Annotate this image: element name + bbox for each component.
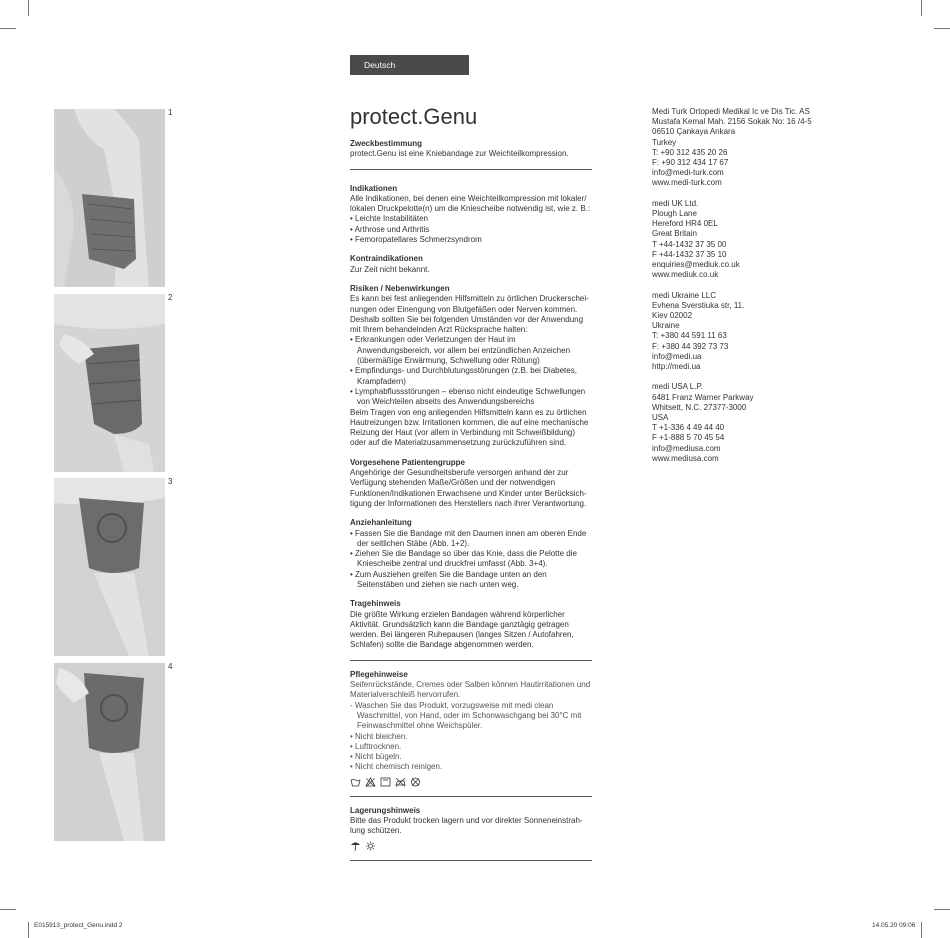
hand-wash-icon	[350, 777, 361, 787]
crop-mark	[934, 28, 950, 29]
list-item: - Waschen Sie das Produkt, vorzugsweise mit medi clean Waschmittel, von Hand, oder im Schonwaschgang bei 30°C mit Feinwaschmittel ohne Weichspüler.	[350, 701, 592, 732]
section-patientengruppe	[350, 458, 592, 509]
keep-from-sun-icon	[365, 841, 376, 851]
footer-filename: E015913_protect_Genu.indd 2	[34, 922, 123, 929]
section-text: Beim Tragen von eng anliegenden Hilfsmitteln kann es zu örtlichen Hautreizungen bzw. Irritationen kommen, die auf eine mechanische Reizung der Haut (vor allem in Verbindung mit Schweißbildung) oder auf die Materialzusammensetzung zurückzuführen sind.	[350, 407, 589, 448]
section-tragehinweis	[350, 599, 592, 660]
address-line: F +1-888 5 70 45 54	[652, 433, 725, 443]
list-item: • Erkrankungen oder Verletzungen der Haut im Anwendungsbereich, vor allem bei entzündlichen Anzeichen (übermäßige Erwärmung, Schwellung oder Rötung)	[350, 335, 592, 366]
address-line: medi Ukraine LLC	[652, 290, 717, 300]
section-kontraindikationen	[350, 254, 592, 275]
list-item: • Lufttrocknen.	[350, 742, 592, 752]
address-line: Turkey	[652, 137, 677, 147]
address-line: info@medi.ua	[652, 351, 702, 361]
no-iron-icon	[395, 777, 406, 787]
crop-mark	[934, 909, 950, 910]
section-pflegehinweise	[350, 670, 592, 797]
figure-2-photo	[54, 294, 165, 472]
address-line: 06510 Çankaya Ankara	[652, 127, 736, 137]
section-heading: Risiken / Nebenwirkungen	[350, 283, 450, 293]
figure-3-number: 3	[168, 477, 173, 486]
address-line: Ukraine	[652, 321, 680, 331]
address-line: T: +90 312 435 20 26	[652, 147, 728, 157]
address-line: Mustafa Kemal Mah. 2156 Sokak No: 16 /4-5	[652, 117, 812, 127]
address-line: Evhena Sverstiuka str, 11.	[652, 300, 745, 310]
section-text: Zur Zeit nicht bekannt.	[350, 264, 430, 274]
address-line: http://medi.ua	[652, 362, 701, 372]
address-line: Great Britain	[652, 229, 697, 239]
list-item: • Lymphabflussstörungen – ebenso nicht eindeutige Schwellungen von Weichteilen abseits des Anwendungsbereichs	[350, 387, 592, 408]
address-block-medi-usa	[652, 382, 832, 464]
figure-1-number: 1	[168, 108, 173, 117]
section-risiken	[350, 284, 592, 449]
language-tab: Deutsch	[350, 55, 469, 75]
crop-mark	[0, 909, 16, 910]
section-anziehanleitung	[350, 518, 592, 590]
section-heading: Pflegehinweise	[350, 669, 408, 679]
instructions-column	[350, 104, 592, 870]
address-column	[652, 107, 832, 474]
figure-1-photo	[54, 109, 165, 287]
section-text: Bitte das Produkt trocken lagern und vor direkter Sonneneinstrah-lung schützen.	[350, 816, 583, 836]
section-heading: Indikationen	[350, 183, 398, 193]
figure-4-number: 4	[168, 662, 173, 671]
list-item: • Fassen Sie die Bandage mit den Daumen innen am oberen Ende der seitlichen Stäbe (Abb. 1+2).	[350, 529, 592, 550]
address-line: Hereford HR4 0EL	[652, 219, 718, 229]
address-line: medi USA L.P.	[652, 382, 703, 392]
address-line: medi UK Ltd.	[652, 198, 699, 208]
section-indikationen	[350, 184, 592, 246]
section-heading: Tragehinweis	[350, 599, 401, 609]
address-line: info@mediusa.com	[652, 443, 721, 453]
address-line: Plough Lane	[652, 209, 697, 219]
address-line: T: +380 44 591 11 63	[652, 331, 727, 341]
address-block-medi-uk	[652, 199, 832, 281]
crop-mark	[921, 922, 922, 938]
address-line: enquiries@mediuk.co.uk	[652, 260, 740, 270]
address-line: www.mediuk.co.uk	[652, 270, 719, 280]
line-dry-icon	[380, 777, 391, 787]
crop-mark	[28, 922, 29, 938]
address-line: F +44-1432 37 35 10	[652, 249, 727, 259]
section-heading: Lagerungshinweis	[350, 805, 421, 815]
address-line: F: +90 312 434 17 67	[652, 158, 729, 168]
address-block-medi-turk	[652, 107, 832, 189]
list-item: • Ziehen Sie die Bandage so über das Knie, dass die Pelotte die Kniescheibe zentral und druckfrei umfasst (Abb. 3+4).	[350, 549, 592, 570]
list-item: • Nicht bügeln.	[350, 752, 592, 762]
footer-timestamp: 14.05.20 09:06	[872, 922, 916, 929]
section-text: Es kann bei fest anliegenden Hilfsmitteln zu örtlichen Druckerschei-nungen oder Einengung von Blutgefäßen oder Nerven kommen. Deshalb sollten Sie bei folgenden Umständen vor der Anwendung mit Ihrem behandelnden Arzt Rücksprache halten:	[350, 294, 589, 335]
crop-mark	[28, 0, 29, 16]
section-text: Angehörige der Gesundheitsberufe versorgen anhand der zur Verfügung stehenden Maße/Größen und der notwendigen Funktionen/Indikationen Erwachsene und Kinder unter Berücksich-tigung der Informationen des Herstellers nach ihrer Verantwortung.	[350, 468, 587, 508]
section-heading: Anziehanleitung	[350, 518, 412, 528]
address-block-medi-ukraine	[652, 291, 832, 373]
address-line: info@medi-turk.com	[652, 168, 724, 178]
list-item: • Nicht bleichen.	[350, 732, 592, 742]
list-item: • Nicht chemisch reinigen.	[350, 762, 592, 772]
section-text: Seifenrückstände, Cremes oder Salben können Hautirritationen und Materialverschleiß hervorrufen.	[350, 680, 591, 700]
section-lagerungshinweis	[350, 806, 592, 861]
section-heading: Zweckbestimmung	[350, 139, 423, 148]
section-heading: Vorgesehene Patientengruppe	[350, 457, 465, 467]
keep-dry-umbrella-icon	[350, 841, 361, 851]
address-line: www.mediusa.com	[652, 453, 719, 463]
crop-mark	[0, 28, 16, 29]
product-title: protect.Genu	[350, 104, 478, 129]
figure-4-photo	[54, 663, 165, 841]
list-item: • Arthrose und Arthritis	[350, 225, 592, 235]
no-dry-clean-icon	[410, 777, 421, 787]
address-line: USA	[652, 413, 669, 423]
section-text: Alle Indikationen, bei denen eine Weichteilkompression mit lokaler/ lokalen Druckpelotte(n) um die Kniescheibe notwendig ist, wie z. B.:	[350, 193, 591, 214]
list-item: • Empfindungs- und Durchblutungsstörungen (z.B. bei Diabetes, Krampfadern)	[350, 366, 592, 387]
figure-3-photo	[54, 478, 165, 656]
section-heading: Kontraindikationen	[350, 254, 423, 264]
list-item: • Femoropatellares Schmerzsyndrom	[350, 235, 592, 245]
address-line: T +44-1432 37 35 00	[652, 239, 727, 249]
no-bleach-icon	[365, 777, 376, 787]
address-line: www.medi-turk.com	[652, 178, 722, 188]
address-line: 6481 Franz Warner Parkway	[652, 392, 754, 402]
address-line: Kiev 02002	[652, 311, 693, 321]
address-line: Whitsett, N.C. 27377-3000	[652, 402, 747, 412]
address-line: T +1-336 4 49 44 40	[652, 423, 725, 433]
list-item: • Leichte Instabilitäten	[350, 214, 592, 224]
section-text: Die größte Wirkung erzielen Bandagen während körperlicher Aktivität. Grundsätzlich kann die Bandage ganztägig getragen werden. Bei längeren Ruhepausen (langes Sitzen / Autofahren, Schlafen) sollte die Bandage abgenommen werden.	[350, 609, 574, 650]
storage-symbols	[350, 841, 592, 851]
crop-mark	[921, 0, 922, 16]
figure-2-number: 2	[168, 293, 173, 302]
care-symbols	[350, 777, 592, 787]
list-item: • Zum Ausziehen greifen Sie die Bandage unten an den Seitenstäben und ziehen sie nach unten weg.	[350, 570, 592, 591]
address-line: F: +380 44 392 73 73	[652, 341, 729, 351]
section-zweckbestimmung	[350, 139, 592, 170]
section-text: protect.Genu ist eine Kniebandage zur Weichteilkompression.	[350, 149, 569, 159]
address-line: Medi Turk Ortopedi Medikal Ic ve Dis Tic. AS	[652, 107, 810, 116]
